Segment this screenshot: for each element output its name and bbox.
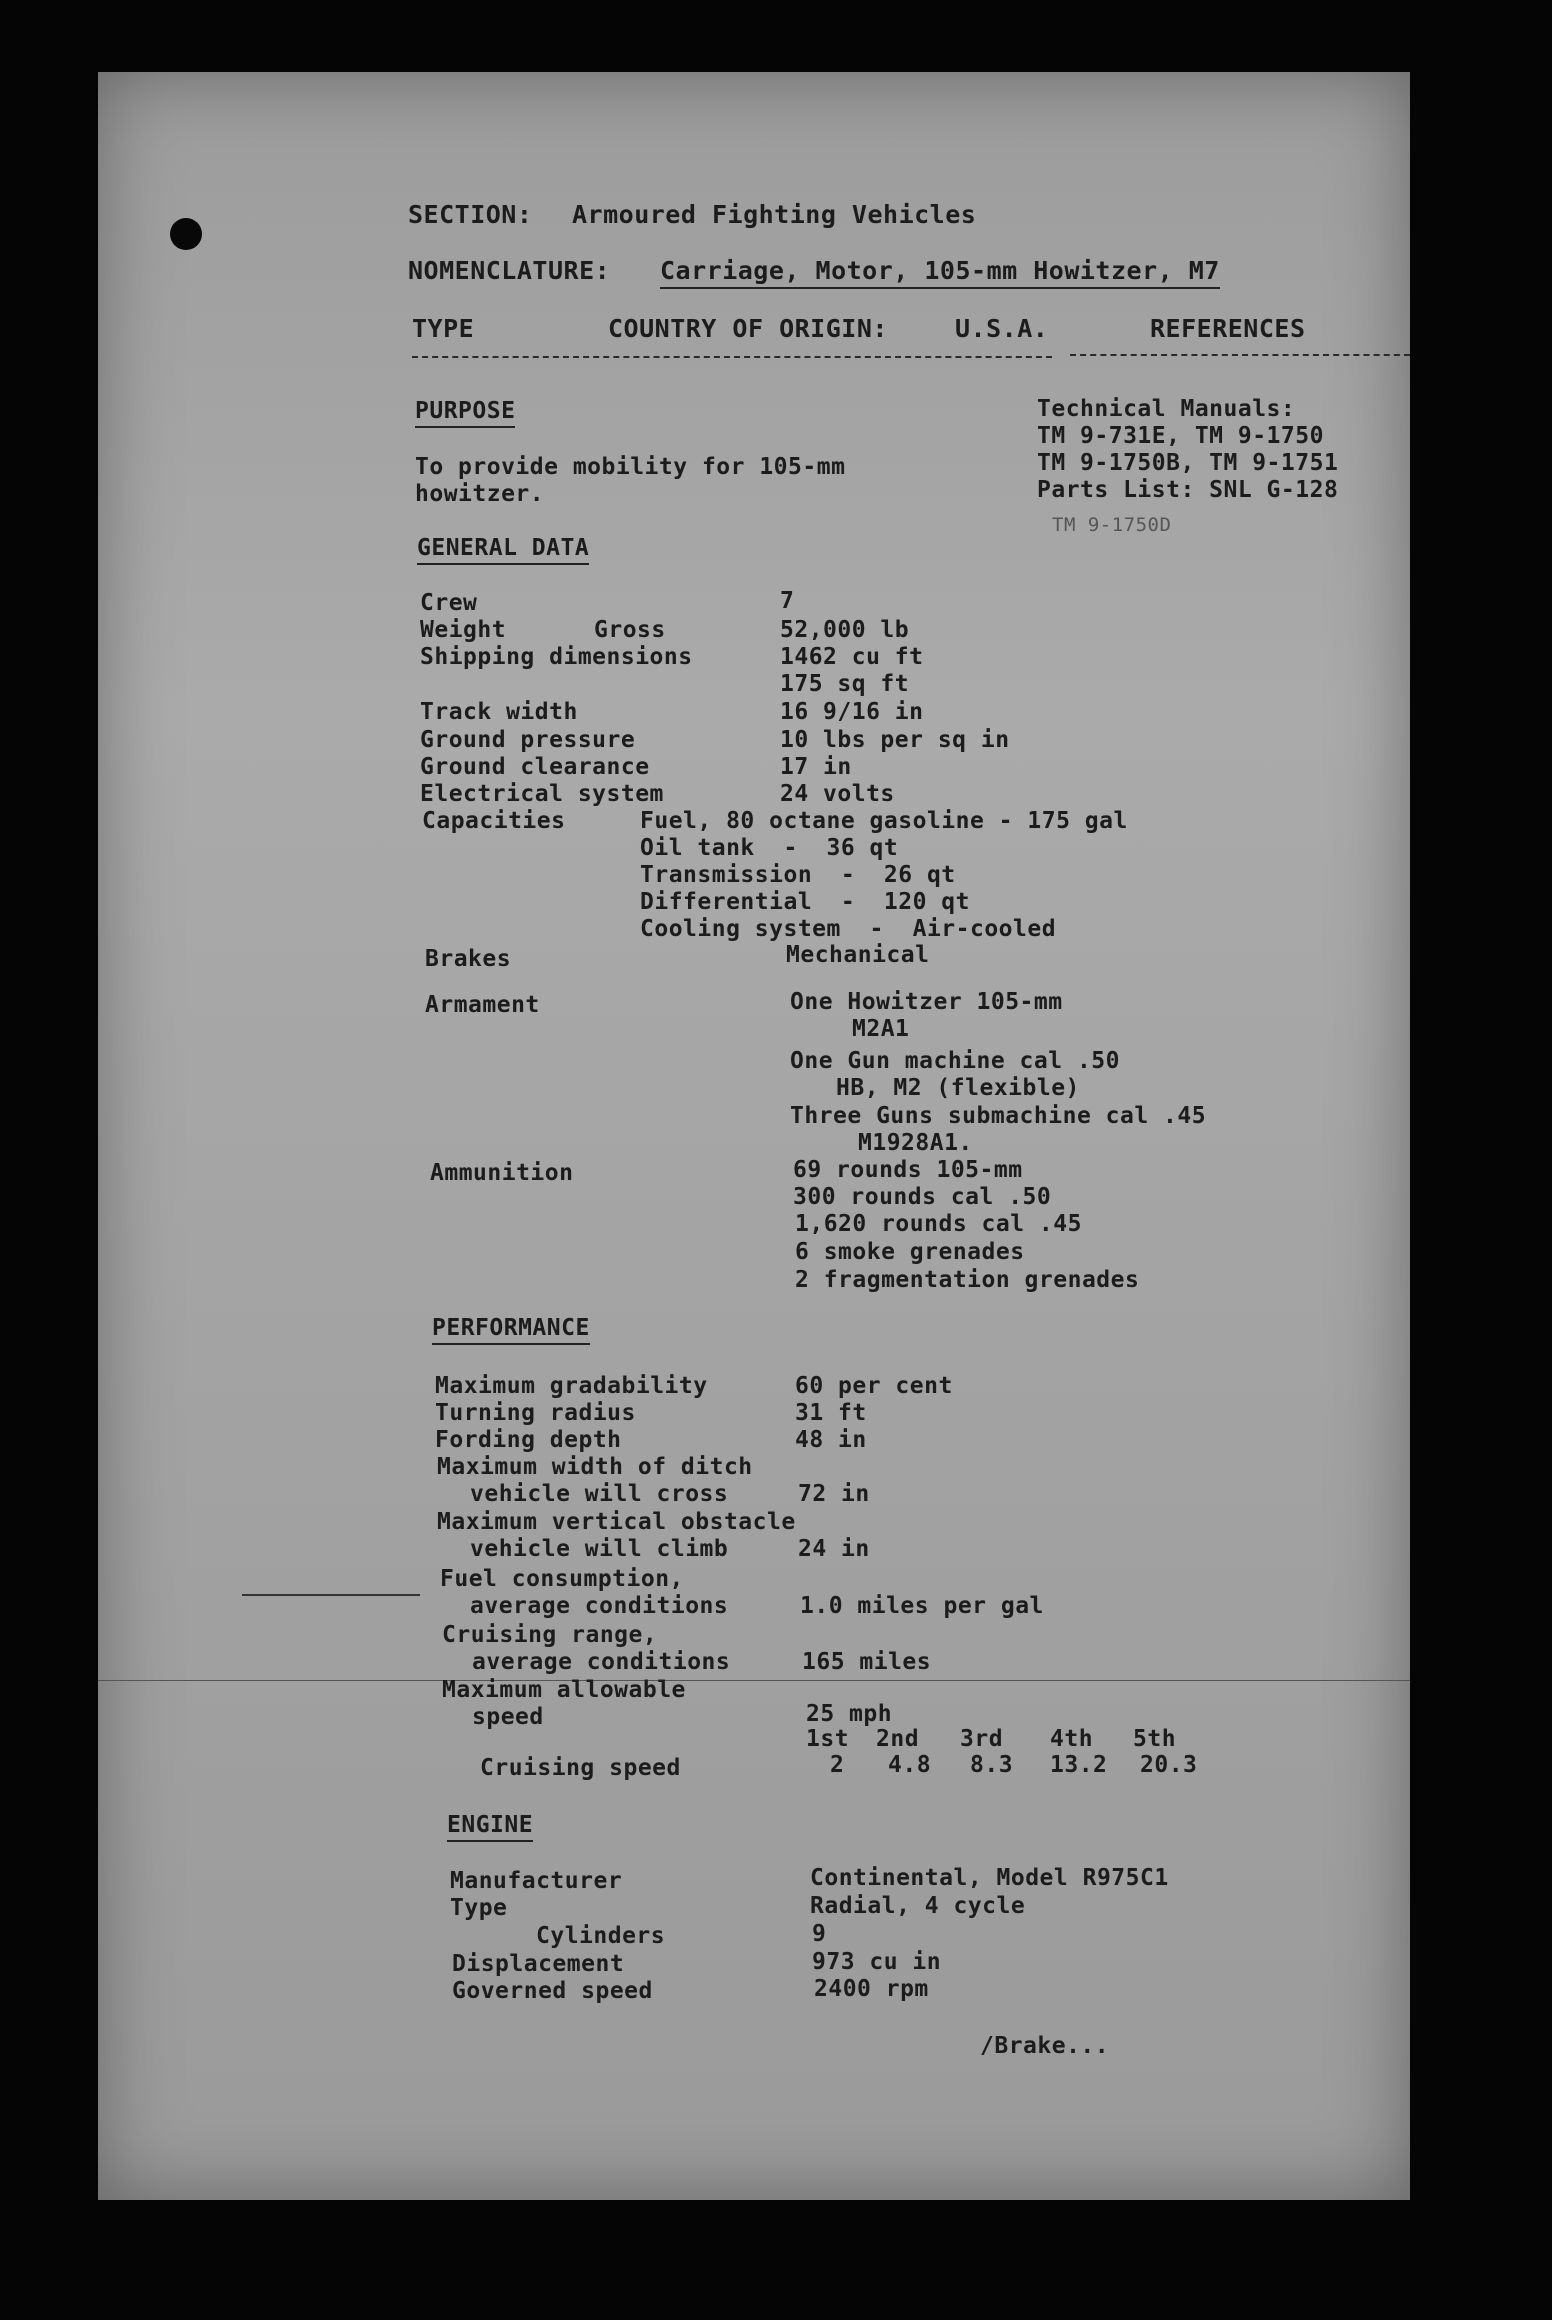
- armament-2-detail: HB, M2 (flexible): [836, 1075, 1080, 1101]
- document-page: [98, 72, 1410, 2200]
- gradability-label: Maximum gradability: [435, 1373, 708, 1399]
- obstacle-label-1: Maximum vertical obstacle: [437, 1509, 796, 1535]
- engine-type-value: Radial, 4 cycle: [810, 1893, 1026, 1919]
- cruising-speed-label: Cruising speed: [480, 1755, 681, 1781]
- reference-line-2: TM 9-731E, TM 9-1750: [1037, 423, 1324, 449]
- nomenclature-value: Carriage, Motor, 105-mm Howitzer, M7: [660, 256, 1220, 289]
- electrical-value: 24 volts: [780, 781, 895, 807]
- cruise-3rd: 8.3: [970, 1752, 1014, 1778]
- purpose-heading: PURPOSE: [415, 398, 515, 428]
- shipping-value-1: 1462 cu ft: [780, 644, 924, 670]
- gear-2nd: 2nd: [876, 1726, 920, 1752]
- cruise-2nd: 4.8: [888, 1752, 932, 1778]
- gear-4th: 4th: [1050, 1726, 1094, 1752]
- cylinders-label: Cylinders: [536, 1923, 666, 1949]
- continued-marker: /Brake...: [980, 2033, 1110, 2059]
- displacement-label: Displacement: [452, 1951, 625, 1977]
- manufacturer-label: Manufacturer: [450, 1868, 623, 1894]
- gear-5th: 5th: [1133, 1726, 1177, 1752]
- engine-heading: ENGINE: [447, 1812, 533, 1842]
- armament-3: Three Guns submachine cal .45: [790, 1103, 1207, 1129]
- cruise-5th: 20.3: [1140, 1752, 1198, 1778]
- range-label-1: Cruising range,: [442, 1622, 658, 1648]
- capacities-label: Capacities: [422, 808, 566, 834]
- track-value: 16 9/16 in: [780, 699, 924, 725]
- capacity-fuel: Fuel, 80 octane gasoline - 175 gal: [640, 808, 1128, 834]
- section-label: SECTION:: [408, 200, 533, 229]
- range-label-2: average conditions: [472, 1649, 731, 1675]
- ammunition-2: 300 rounds cal .50: [793, 1184, 1052, 1210]
- cruise-4th: 13.2: [1050, 1752, 1108, 1778]
- obstacle-label-2: vehicle will climb: [470, 1536, 729, 1562]
- ditch-value: 72 in: [798, 1481, 870, 1507]
- purpose-line-1: To provide mobility for 105-mm: [415, 454, 846, 480]
- weight-value: 52,000 lb: [780, 617, 910, 643]
- weight-label: Weight: [420, 617, 507, 643]
- obstacle-value: 24 in: [798, 1536, 870, 1562]
- reference-line-3: TM 9-1750B, TM 9-1751: [1037, 450, 1339, 476]
- section-value: Armoured Fighting Vehicles: [572, 200, 977, 229]
- pressure-label: Ground pressure: [420, 727, 636, 753]
- ditch-label-2: vehicle will cross: [470, 1481, 729, 1507]
- punch-hole: [170, 218, 202, 250]
- performance-heading: PERFORMANCE: [432, 1315, 590, 1345]
- fording-depth-value: 48 in: [795, 1427, 867, 1453]
- engine-type-label: Type: [450, 1895, 508, 1921]
- references-label: REFERENCES: [1150, 314, 1306, 343]
- capacity-differential: Differential - 120 qt: [640, 889, 970, 915]
- ditch-label-1: Maximum width of ditch: [437, 1454, 753, 1480]
- clearance-value: 17 in: [780, 754, 852, 780]
- armament-1-detail: M2A1: [852, 1016, 910, 1042]
- country-label: COUNTRY OF ORIGIN:: [608, 314, 888, 343]
- reference-line-4: Parts List: SNL G-128: [1037, 477, 1339, 503]
- shipping-value-2: 175 sq ft: [780, 671, 910, 697]
- general-data-heading: GENERAL DATA: [417, 535, 589, 565]
- reference-line-1: Technical Manuals:: [1037, 396, 1296, 422]
- cylinders-value: 9: [812, 1921, 827, 1947]
- header-divider-right: [1070, 354, 1410, 356]
- capacity-transmission: Transmission - 26 qt: [640, 862, 956, 888]
- scan-fold-line: [98, 1680, 1410, 1681]
- governed-speed-value: 2400 rpm: [814, 1976, 929, 2002]
- ammunition-5: 2 fragmentation grenades: [795, 1267, 1140, 1293]
- crew-value: 7: [780, 588, 795, 614]
- clearance-label: Ground clearance: [420, 754, 650, 780]
- armament-3-detail: M1928A1.: [858, 1130, 973, 1156]
- turning-radius-label: Turning radius: [435, 1400, 636, 1426]
- armament-2: One Gun machine cal .50: [790, 1048, 1120, 1074]
- capacity-oil: Oil tank - 36 qt: [640, 835, 899, 861]
- reference-line-5-handwritten: TM 9-1750D: [1052, 514, 1172, 536]
- armament-label: Armament: [425, 992, 540, 1018]
- fording-depth-label: Fording depth: [435, 1427, 622, 1453]
- track-label: Track width: [420, 699, 578, 725]
- margin-pen-stroke: [242, 1594, 420, 1596]
- gear-1st: 1st: [806, 1726, 850, 1752]
- speed-value: 25 mph: [806, 1701, 893, 1727]
- range-value: 165 miles: [802, 1649, 932, 1675]
- gradability-value: 60 per cent: [795, 1373, 953, 1399]
- nomenclature-label: NOMENCLATURE:: [408, 256, 611, 285]
- manufacturer-value: Continental, Model R975C1: [810, 1865, 1169, 1891]
- ammunition-1: 69 rounds 105-mm: [793, 1157, 1023, 1183]
- crew-label: Crew: [420, 590, 478, 616]
- type-label: TYPE: [412, 314, 475, 343]
- gear-3rd: 3rd: [960, 1726, 1004, 1752]
- ammunition-label: Ammunition: [430, 1160, 574, 1186]
- turning-radius-value: 31 ft: [795, 1400, 867, 1426]
- capacity-cooling: Cooling system - Air-cooled: [640, 916, 1057, 942]
- weight-sub-label: Gross: [594, 617, 666, 643]
- shipping-label: Shipping dimensions: [420, 644, 693, 670]
- speed-label-2: speed: [472, 1704, 544, 1730]
- fuel-label-2: average conditions: [470, 1593, 729, 1619]
- brakes-label: Brakes: [425, 946, 512, 972]
- armament-1: One Howitzer 105-mm: [790, 989, 1063, 1015]
- header-divider-left: [412, 356, 1052, 358]
- ammunition-4: 6 smoke grenades: [795, 1239, 1025, 1265]
- pressure-value: 10 lbs per sq in: [780, 727, 1010, 753]
- purpose-line-2: howitzer.: [415, 481, 545, 507]
- speed-label-1: Maximum allowable: [442, 1677, 686, 1703]
- fuel-label-1: Fuel consumption,: [440, 1566, 684, 1592]
- governed-speed-label: Governed speed: [452, 1978, 653, 2004]
- fuel-value: 1.0 miles per gal: [800, 1593, 1044, 1619]
- ammunition-3: 1,620 rounds cal .45: [795, 1211, 1082, 1237]
- country-value: U.S.A.: [955, 314, 1049, 343]
- brakes-value: Mechanical: [786, 942, 930, 968]
- displacement-value: 973 cu in: [812, 1949, 942, 1975]
- cruise-1st: 2: [830, 1752, 845, 1778]
- electrical-label: Electrical system: [420, 781, 664, 807]
